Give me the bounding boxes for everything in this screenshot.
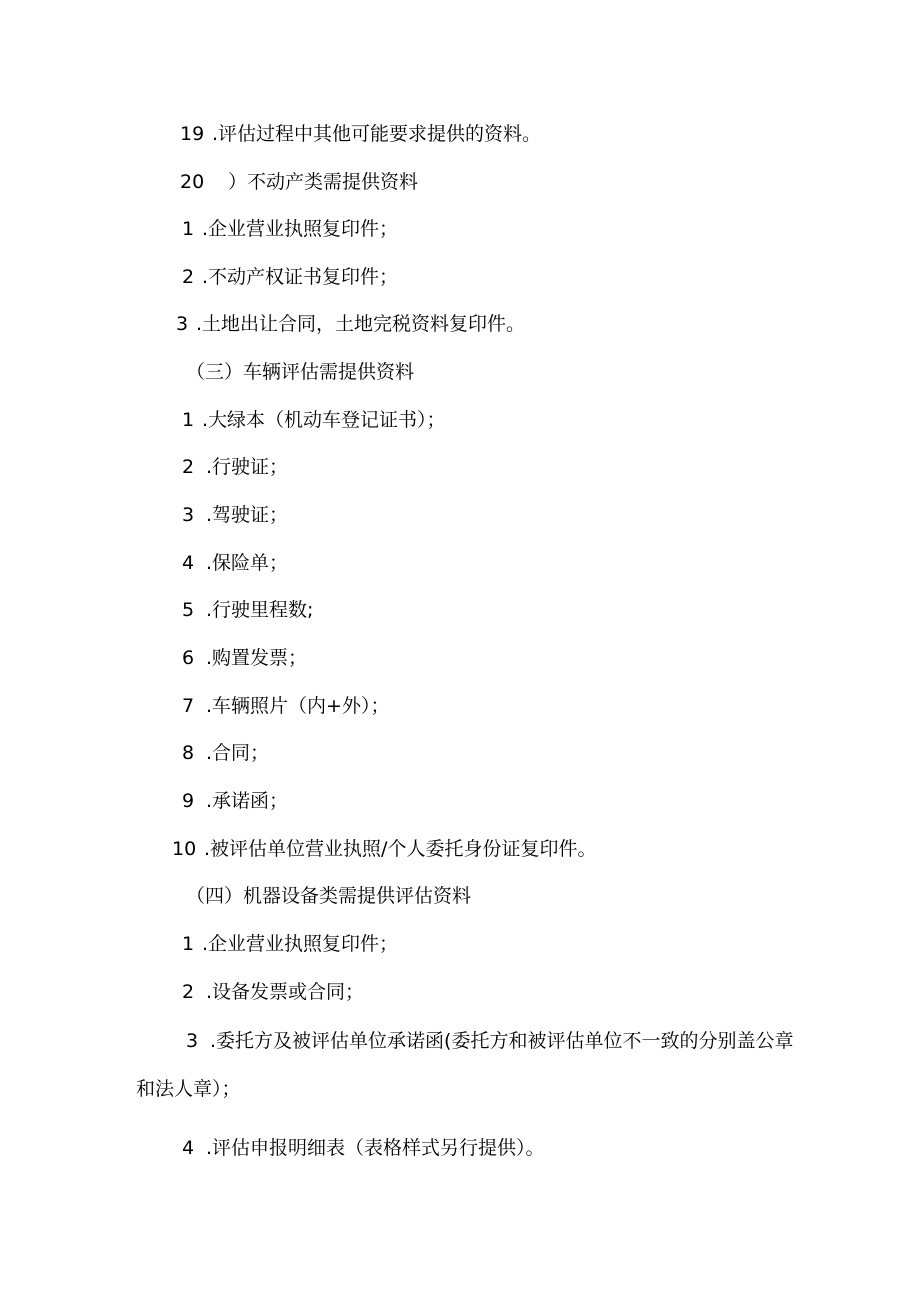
- item-number: 7: [182, 695, 195, 717]
- item-number: 1: [182, 218, 195, 240]
- item-number: 2: [182, 266, 195, 288]
- item-text: .企业营业执照复印件；: [202, 933, 399, 955]
- item-number: 2: [182, 981, 195, 1003]
- item-number: 1: [182, 409, 195, 431]
- list-item: [182, 597, 313, 623]
- list-item: [182, 740, 269, 766]
- list-item: [182, 550, 288, 576]
- list-item: [186, 1028, 793, 1054]
- item-text: .购置发票；: [206, 647, 308, 669]
- list-item: [182, 216, 398, 242]
- section-heading: [186, 883, 471, 909]
- item-number: 3: [182, 504, 195, 526]
- item-text: .合同；: [206, 742, 270, 764]
- item-text: .被评估单位营业执照/个人委托身份证复印件。: [204, 838, 597, 860]
- heading-text: （三）车辆评估需提供资料: [186, 361, 415, 383]
- item-text: 和法人章）；: [136, 1078, 241, 1100]
- continuation-line: [136, 1076, 241, 1102]
- item-number: 10: [172, 838, 197, 860]
- item-text: .委托方及被评估单位承诺函(委托方和被评估单位不一致的分别盖公章: [210, 1030, 794, 1052]
- list-item: [176, 311, 525, 337]
- item-number: 3: [186, 1030, 199, 1052]
- list-item: [182, 979, 364, 1005]
- list-item: [182, 788, 288, 814]
- item-number: 20: [180, 171, 205, 193]
- list-item: [182, 264, 398, 290]
- heading-text: （四）机器设备类需提供评估资料: [186, 885, 472, 907]
- item-number: 4: [182, 1137, 195, 1159]
- item-text: .土地出让合同，土地完税资料复印件。: [196, 313, 526, 335]
- item-text: .企业营业执照复印件；: [202, 218, 399, 240]
- list-item: [182, 454, 288, 480]
- list-item: [182, 502, 288, 528]
- item-number: 5: [182, 599, 195, 621]
- list-item: [182, 645, 307, 671]
- item-number: 9: [182, 790, 195, 812]
- item-text: .行驶里程数;: [206, 599, 314, 621]
- item-number: 1: [182, 933, 195, 955]
- item-number: 19: [180, 123, 205, 145]
- item-text: ）不动产类需提供资料: [228, 171, 419, 193]
- list-item: [182, 931, 398, 957]
- list-item: [180, 169, 418, 195]
- item-number: 4: [182, 552, 195, 574]
- list-item: [182, 407, 446, 433]
- list-item: [182, 1135, 545, 1161]
- section-heading: [186, 359, 414, 385]
- item-text: .不动产权证书复印件；: [202, 266, 399, 288]
- list-item: [180, 121, 541, 147]
- item-text: .大绿本（机动车登记证书）；: [202, 409, 446, 431]
- item-text: .驾驶证；: [206, 504, 289, 526]
- item-text: .车辆照片（内+外）；: [206, 695, 390, 717]
- item-text: .行驶证；: [206, 456, 289, 478]
- list-item: [172, 836, 596, 862]
- item-number: 2: [182, 456, 195, 478]
- item-text: .评估过程中其他可能要求提供的资料。: [212, 123, 542, 145]
- item-number: 3: [176, 313, 189, 335]
- item-number: 8: [182, 742, 195, 764]
- item-text: .承诺函；: [206, 790, 289, 812]
- list-item: [182, 693, 389, 719]
- item-text: .保险单；: [206, 552, 289, 574]
- item-text: .设备发票或合同；: [206, 981, 365, 1003]
- item-number: 6: [182, 647, 195, 669]
- item-text: .评估申报明细表（表格样式另行提供）。: [206, 1137, 545, 1159]
